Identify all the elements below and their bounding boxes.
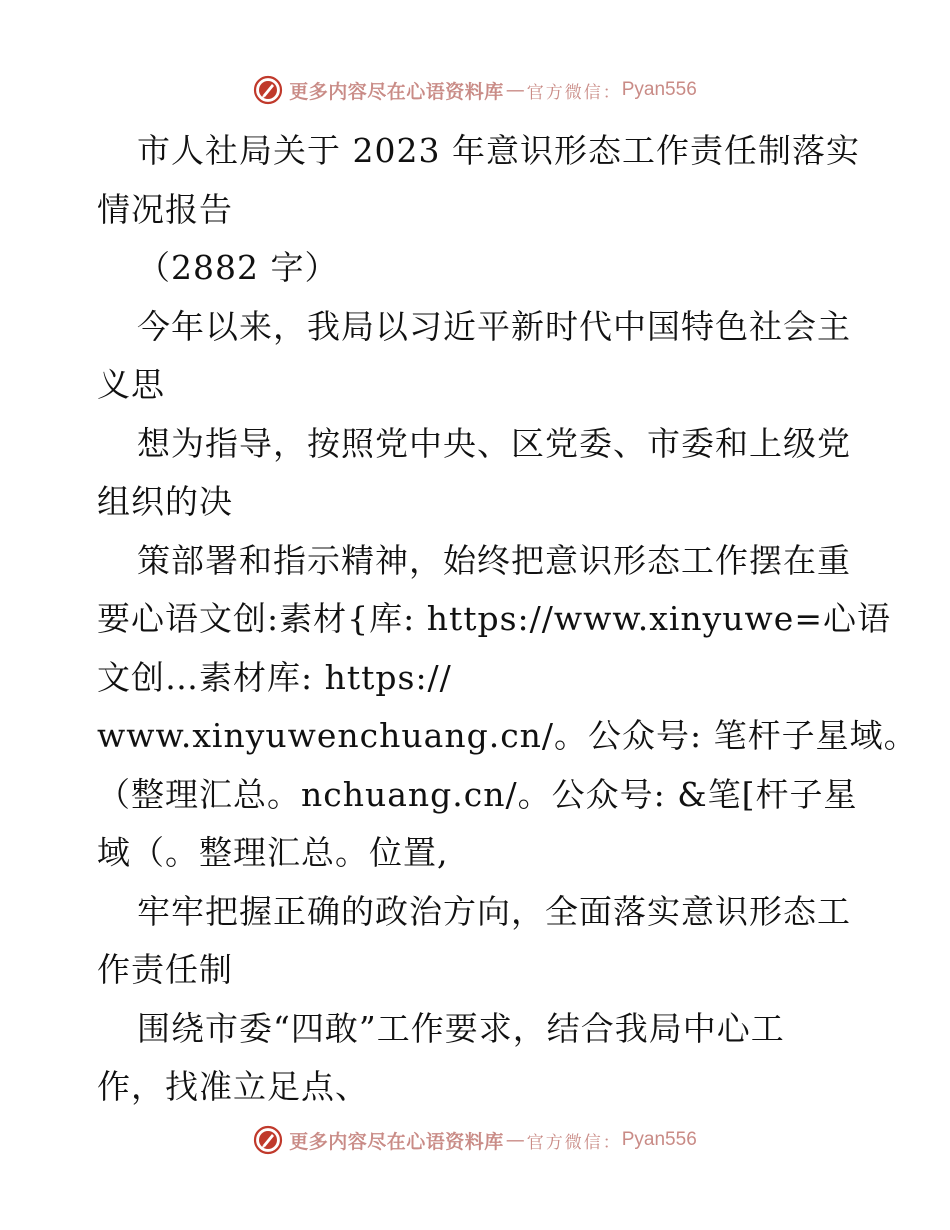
body-line: 作，找准立足点、 [97, 1067, 369, 1106]
body-line: 想为指导，按照党中央、区党委、市委和上级党 [137, 423, 851, 463]
body-line: （整理汇总。nchuang.cn/。公众号: &笔[杆子星 [97, 774, 858, 814]
footer-watermark [0, 1120, 950, 1160]
body-line: 要心语文创:素材{库: https://www.xinyuwe=心语 [97, 599, 891, 638]
body-line: 牢牢把握正确的政治方向，全面落实意识形态工 [137, 891, 851, 931]
watermark-text: 更多内容尽在心语资料库 [289, 1130, 504, 1153]
watermark-id: Pyan556 [621, 79, 697, 100]
body-line: 义思 [97, 365, 165, 404]
body-line: www.xinyuwenchuang.cn/。公众号: 笔杆子星域。 [97, 716, 918, 755]
body-line: 今年以来，我局以习近平新时代中国特色社会主 [137, 306, 851, 346]
watermark-id: Pyan556 [621, 1129, 697, 1150]
watermark-label: 官方微信： [526, 82, 622, 103]
pen-logo-icon [253, 75, 283, 105]
body-line: 组织的决 [97, 482, 233, 521]
body-line: 文创…素材库: https:// [97, 657, 452, 697]
watermark-text: 更多内容尽在心语资料库 [289, 80, 504, 103]
title-line-2: 情况报告 [97, 189, 233, 229]
word-count-line: （2882 字） [137, 248, 339, 287]
body-line: 域（。整理汇总。位置, [97, 833, 449, 872]
title-line-1: 市人社局关于 2023 年意识形态工作责任制落实 [137, 131, 860, 170]
document-body [97, 122, 918, 1117]
watermark-dash: — [505, 79, 525, 101]
pen-logo-icon [253, 1125, 283, 1155]
header-watermark [0, 70, 950, 110]
body-line: 作责任制 [97, 950, 233, 989]
body-line: 策部署和指示精神，始终把意识形态工作摆在重 [137, 540, 851, 580]
watermark-dash: — [505, 1129, 525, 1151]
watermark-label: 官方微信： [526, 1132, 622, 1153]
body-line: 围绕市委“四敢”工作要求，结合我局中心工 [137, 1008, 785, 1048]
